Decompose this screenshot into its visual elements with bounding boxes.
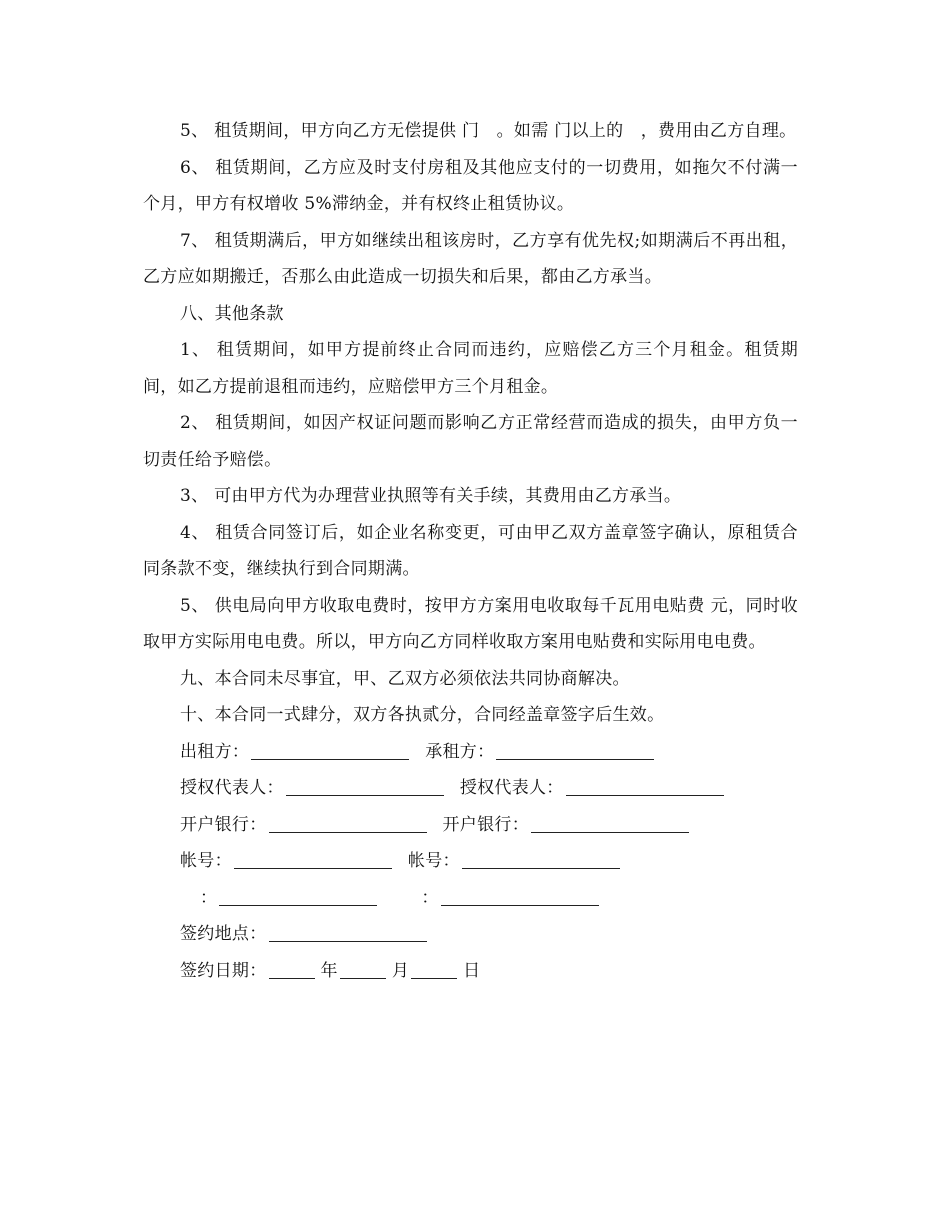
lessee-rep-blank	[566, 794, 724, 796]
lessor-rep-blank	[286, 794, 444, 796]
year-label: 年	[320, 960, 338, 981]
clause-8-4: 4、 租赁合同签订后，如企业名称变更，可由甲乙双方盖章签字确认，原租赁合同条款不变，继续执行到合同期满。	[143, 522, 798, 579]
party-row	[180, 734, 798, 771]
contract-body	[143, 113, 798, 989]
clause-8-3: 3、 可由甲方代为办理营业执照等有关手续，其费用由乙方承当。	[180, 486, 682, 506]
date-row	[180, 953, 798, 990]
lessor-label: 出租方：	[180, 741, 250, 762]
lessee-label: 承租方：	[425, 741, 495, 762]
unlabeled-colon-b: ：	[421, 887, 439, 908]
month-blank	[340, 977, 386, 979]
clause-7-6: 6、 租赁期间，乙方应及时支付房租及其他应支付的一切费用，如拖欠不付满一个月，甲方有权增收 5%滞纳金，并有权终止租赁协议。	[143, 157, 798, 214]
clause-8-5: 5、 供电局向甲方收取电费时，按甲方方案用电收取每千瓦用电贴费 元，同时收取甲方实际用电电费。所以，甲方向乙方同样收取方案用电贴费和实际用电电费。	[143, 595, 798, 652]
clause-8-1: 1、 租赁期间，如甲方提前终止合同而违约，应赔偿乙方三个月租金。租赁期间，如乙方提前退租而违约，应赔偿甲方三个月租金。	[143, 340, 798, 397]
day-label: 日	[463, 960, 481, 981]
sign-date-label: 签约日期：	[180, 960, 267, 981]
lessor-bank-label: 开户银行：	[180, 814, 267, 835]
signature-block	[143, 734, 798, 990]
account-row	[180, 843, 798, 880]
year-blank	[269, 977, 315, 979]
lessee-account-label: 帐号：	[407, 851, 460, 871]
lessor-bank-blank	[269, 831, 427, 833]
sign-place-label: 签约地点：	[180, 924, 267, 944]
sign-place-blank	[269, 940, 427, 942]
clause-8-2: 2、 租赁期间，如因产权证问题而影响乙方正常经营而造成的损失，由甲方负一切责任给予赔偿。	[143, 413, 798, 470]
lessee-account-blank	[462, 867, 620, 869]
month-label: 月	[391, 960, 410, 981]
section-heading-8: 八、其他条款	[180, 303, 284, 324]
bank-row	[180, 807, 798, 844]
representative-row	[180, 770, 798, 807]
clause-9: 九、本合同未尽事宜，甲、乙双方必须依法共同协商解决。	[180, 668, 630, 689]
lessor-account-label: 帐号：	[180, 851, 232, 871]
lessor-rep-label: 授权代表人：	[180, 778, 284, 798]
lessee-rep-label: 授权代表人：	[459, 778, 564, 798]
lessee-bank-blank	[531, 831, 689, 833]
lessor-blank	[251, 758, 409, 760]
lessee-blank	[496, 758, 654, 760]
place-row	[180, 916, 798, 953]
unlabeled-blank-b	[441, 904, 599, 906]
lessee-bank-label: 开户银行：	[442, 814, 529, 835]
unlabeled-row	[180, 880, 798, 917]
clause-7-5: 5、 租赁期间，甲方向乙方无偿提供 门 。如需 门以上的 ，费用由乙方自理。	[180, 121, 797, 141]
unlabeled-colon-a: ：	[200, 887, 218, 908]
unlabeled-blank-a	[219, 904, 377, 906]
clause-10: 十、本合同一式肆分，双方各执贰分，合同经盖章签字后生效。	[180, 705, 665, 725]
clause-7-7: 7、 租赁期满后，甲方如继续出租该房时，乙方享有优先权;如期满后不再出租，乙方应如期搬迁，否那么由此造成一切损失和后果，都由乙方承当。	[143, 230, 798, 287]
lessor-account-blank	[234, 867, 392, 869]
day-blank	[411, 977, 457, 979]
